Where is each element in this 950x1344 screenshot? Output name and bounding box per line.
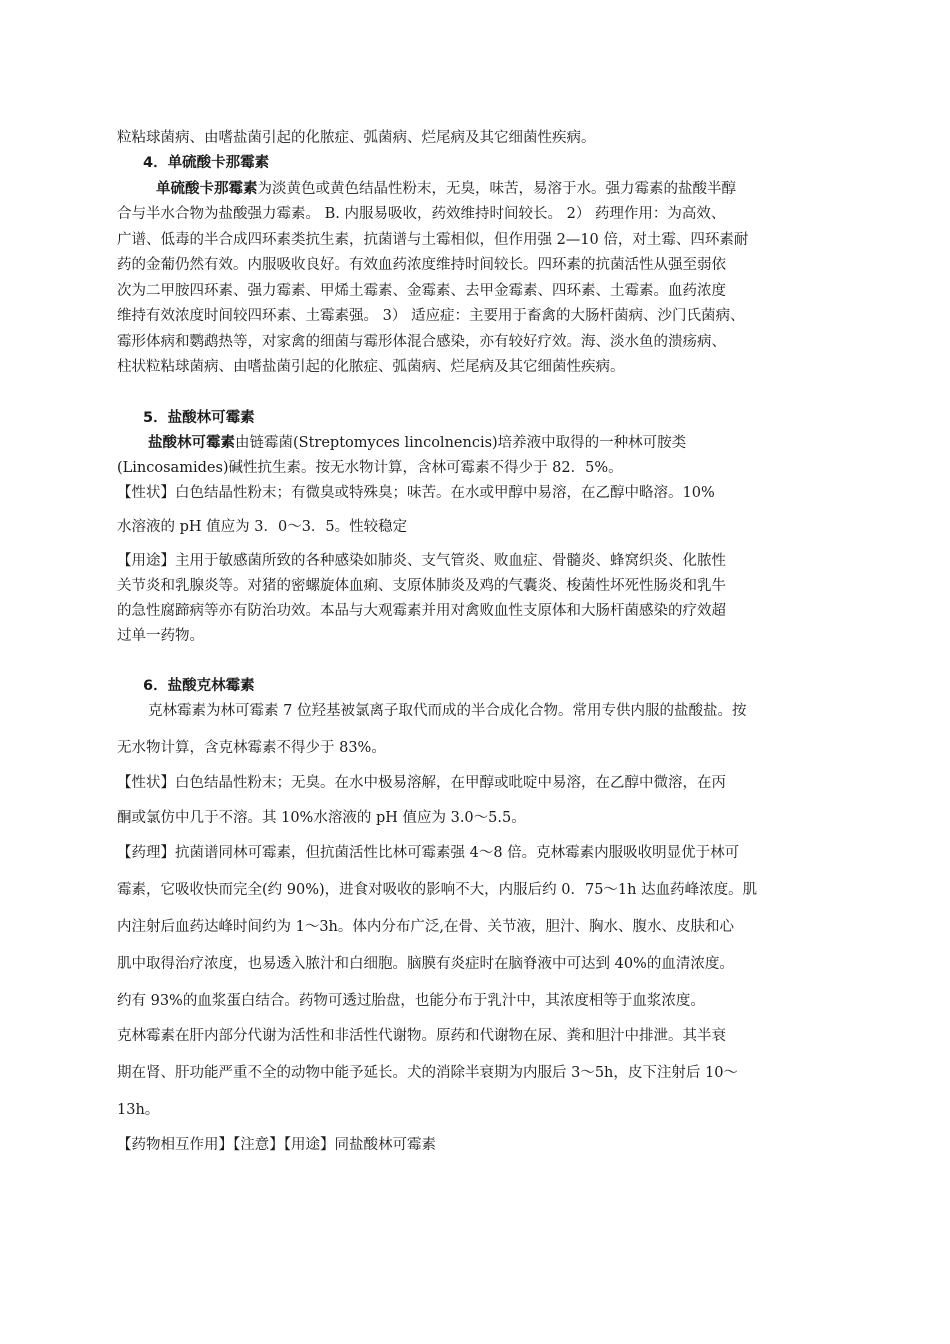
paragraph-line: 酮或氯仿中几于不溶。其 10%水溶液的 pH 值应为 3.0～5.5。 (117, 810, 526, 826)
paragraph-line: 粒粘球菌病、由嗜盐菌引起的化脓症、弧菌病、烂尾病及其它细菌性疾病。 (117, 130, 596, 146)
paragraph-line: 广谱、低毒的半合成四环素类抗生素，抗菌谱与土霉相似，但作用强 2—10 倍，对土霉、四环素耐 (117, 232, 749, 248)
paragraph-text: 为淡黄色或黄色结晶性粉末，无臭，味苦，易溶于水。强力霉素的盐酸半醇 (257, 181, 736, 197)
section-heading-lincomycin: 5．盐酸林可霉素 (143, 410, 255, 426)
paragraph-line: 合与半水合物为盐酸强力霉素。 B. 内服易吸收，药效维持时间较长。 2） 药理作用：为高效、 (117, 206, 726, 222)
paragraph-text: 由链霉菌(Streptomyces lincolnencis)培养液中取得的一种林可胺类 (235, 435, 687, 451)
paragraph-line: 霉形体病和鹦鹉热等，对家禽的细菌与霉形体混合感染，亦有较好疗效。海、淡水鱼的溃疡病、 (117, 334, 726, 350)
paragraph-line: 药的金葡仍然有效。内服吸收良好。有效血药浓度维持时间较长。四环素的抗菌活性从强至弱依 (117, 257, 726, 273)
paragraph-line: 过单一药物。 (117, 628, 204, 644)
paragraph-line: 内注射后血药达峰时间约为 1～3h。体内分布广泛,在骨、关节液，胆汁、胸水、腹水、皮肤和心 (117, 919, 735, 935)
paragraph-line: 13h。 (117, 1102, 160, 1118)
paragraph-line: 的急性腐蹄病等亦有防治功效。本品与大观霉素并用对禽败血性支原体和大肠杆菌感染的疗效超 (117, 603, 726, 619)
paragraph-line: 克林霉素在肝内部分代谢为活性和非活性代谢物。原药和代谢物在尿、粪和胆汁中排泄。其半衰 (117, 1028, 726, 1044)
paragraph-line: 柱状粒粘球菌病、由嗜盐菌引起的化脓症、弧菌病、烂尾病及其它细菌性疾病。 (117, 359, 625, 375)
paragraph-line: 维持有效浓度时间较四环素、土霉素强。 3） 适应症：主要用于畜禽的大肠杆菌病、沙门氏菌病、 (117, 308, 745, 324)
paragraph-line (148, 433, 686, 453)
paragraph-line: 约有 93%的血浆蛋白结合。药物可透过胎盘，也能分布于乳汁中，其浓度相等于血浆浓度。 (117, 993, 705, 1009)
term-bold: 单硫酸卡那霉素 (156, 181, 258, 197)
paragraph-line: 关节炎和乳腺炎等。对猪的密螺旋体血痢、支原体肺炎及鸡的气囊炎、梭菌性坏死性肠炎和乳牛 (117, 578, 726, 594)
paragraph-line: 期在肾、肝功能严重不全的动物中能予延长。犬的消除半衰期为内服后 3～5h，皮下注射后 10～ (117, 1065, 738, 1081)
paragraph-line: 【性状】白色结晶性粉末；无臭。在水中极易溶解，在甲醇或吡啶中易溶，在乙醇中微溶，在丙 (117, 775, 726, 791)
paragraph-line: 克林霉素为林可霉素 7 位羟基被氯离子取代而成的半合成化合物。常用专供内服的盐酸盐。按 (148, 703, 747, 719)
section-heading-clindamycin: 6．盐酸克林霉素 (143, 678, 255, 694)
paragraph-line: 无水物计算，含克林霉素不得少于 83%。 (117, 740, 386, 756)
paragraph-line: 肌中取得治疗浓度，也易透入脓汁和白细胞。脑膜有炎症时在脑脊液中可达到 40%的血清浓度。 (117, 956, 734, 972)
paragraph-line (156, 179, 736, 199)
paragraph-line: (Lincosamides)碱性抗生素。按无水物计算，含林可霉素不得少于 82．5%。 (117, 460, 623, 476)
paragraph-line: 【性状】白色结晶性粉末；有微臭或特殊臭；味苦。在水或甲醇中易溶，在乙醇中略溶。10% (117, 485, 715, 501)
paragraph-line: 次为二甲胺四环素、强力霉素、甲烯土霉素、金霉素、去甲金霉素、四环素、土霉素。血药浓度 (117, 283, 726, 299)
term-bold: 盐酸林可霉素 (148, 435, 235, 451)
paragraph-line: 【用途】主用于敏感菌所致的各种感染如肺炎、支气管炎、败血症、骨髓炎、蜂窝织炎、化脓性 (117, 553, 726, 569)
paragraph-line: 【药物相互作用】【注意】【用途】同盐酸林可霉素 (117, 1137, 436, 1153)
paragraph-line: 【药理】抗菌谱同林可霉素，但抗菌活性比林可霉素强 4～8 倍。克林霉素内服吸收明显优于林可 (117, 845, 740, 861)
paragraph-line: 霉素，它吸收快而完全(约 90%)，进食对吸收的影响不大，内服后约 0．75～1h 达血药峰浓度。肌 (117, 882, 758, 898)
paragraph-line: 水溶液的 pH 值应为 3．0～3．5。性较稳定 (117, 519, 408, 535)
section-heading-kanamycin: 4．单硫酸卡那霉素 (143, 155, 270, 171)
